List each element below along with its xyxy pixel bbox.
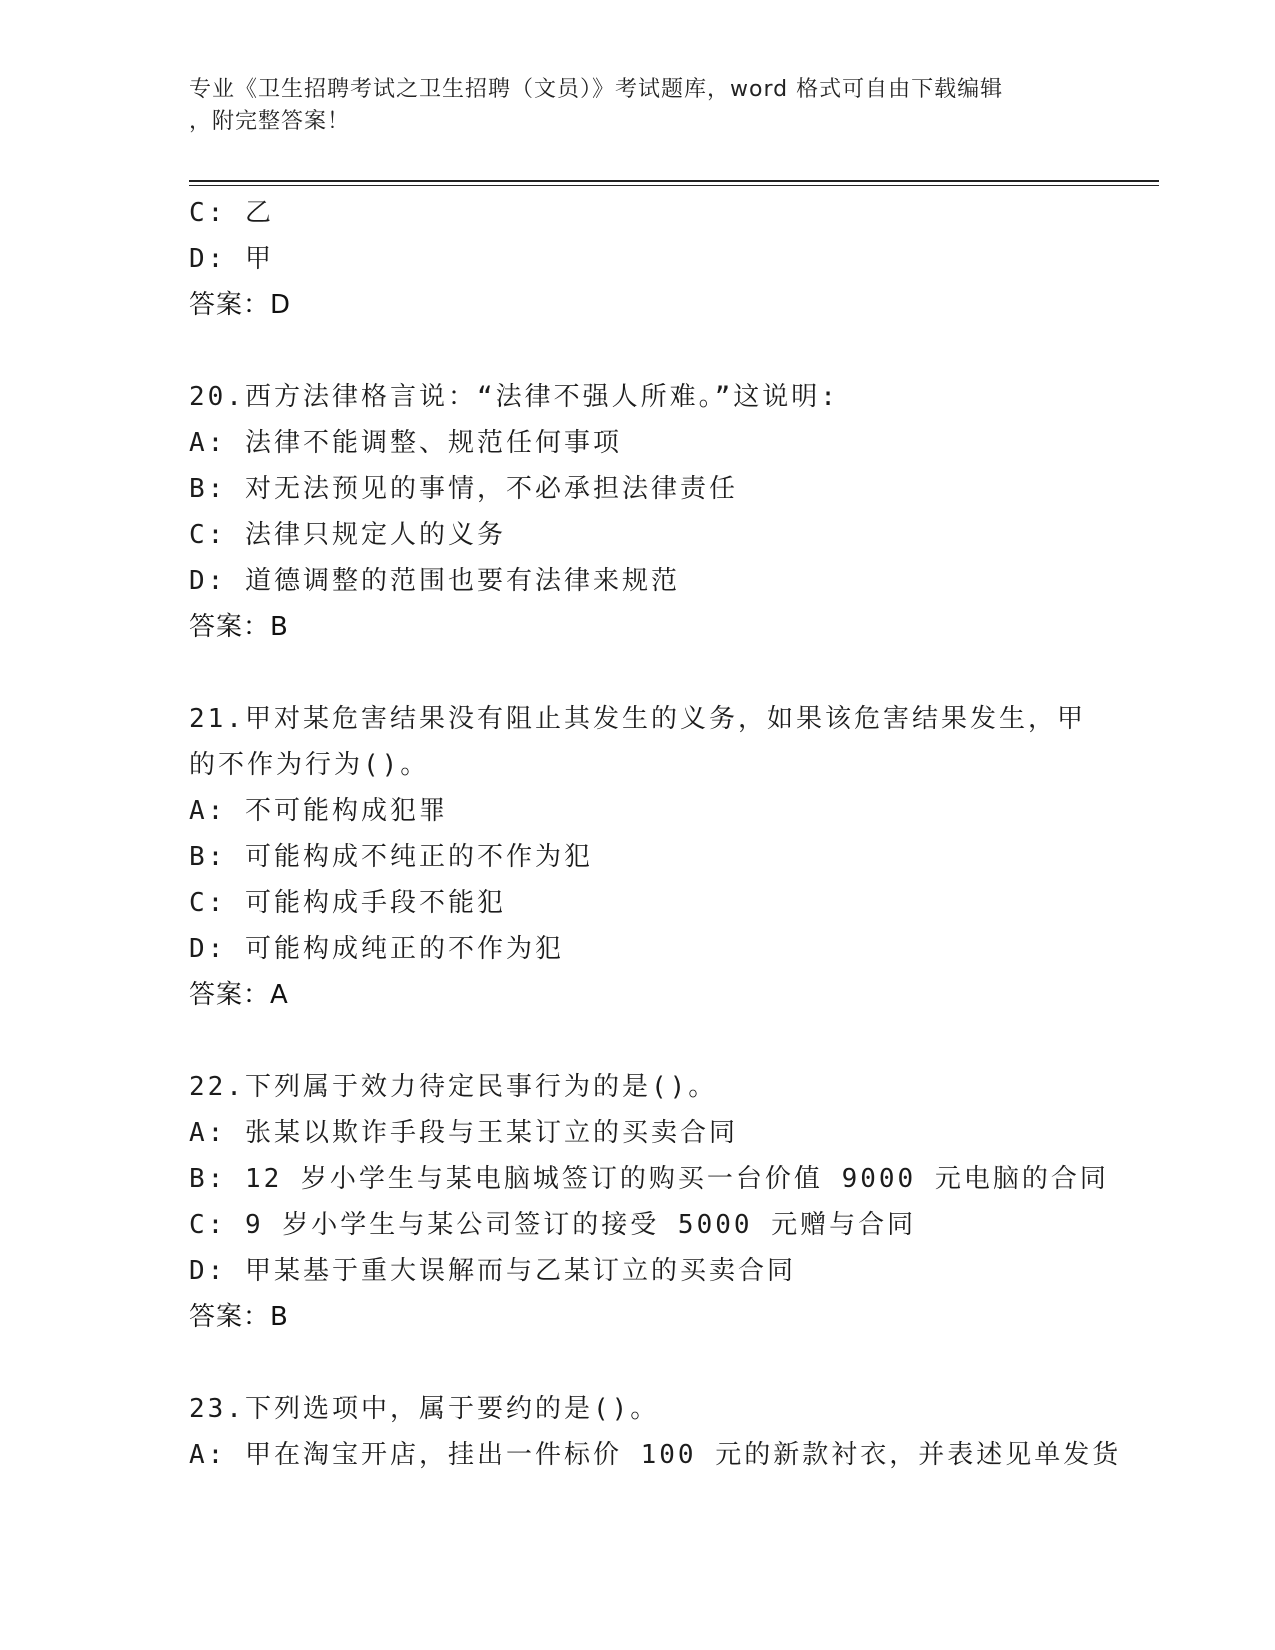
- option-c: C: 可能构成手段不能犯: [189, 888, 506, 918]
- header-title-line-1: 专业《卫生招聘考试之卫生招聘（文员）》考试题库，word 格式可自由下载编辑: [189, 77, 1004, 102]
- question-stem: 22.下列属于效力待定民事行为的是()。: [189, 1072, 718, 1102]
- question-stem-line-2: 的不作为行为()。: [189, 750, 430, 780]
- question-22: [189, 1064, 1149, 1340]
- option-d: D: 甲: [189, 244, 274, 274]
- question-stem: 23.下列选项中，属于要约的是()。: [189, 1394, 660, 1424]
- question-stem: 20.西方法律格言说：“法律不强人所难。”这说明:: [189, 382, 839, 412]
- question-21: [189, 696, 1149, 1018]
- option-d: D: 道德调整的范围也要有法律来规范: [189, 566, 680, 596]
- answer-line: 答案：D: [189, 290, 292, 320]
- question-20: [189, 374, 1149, 650]
- option-a: A: 甲在淘宝开店，挂出一件标价 100 元的新款衬衣，并表述见单发货: [189, 1440, 1122, 1470]
- option-d: D: 甲某基于重大误解而与乙某订立的买卖合同: [189, 1256, 796, 1286]
- option-b: B: 可能构成不纯正的不作为犯: [189, 842, 593, 872]
- option-c: C: 9 岁小学生与某公司签订的接受 5000 元赠与合同: [189, 1210, 917, 1240]
- document-header: [189, 74, 1079, 138]
- spacer: [189, 1340, 1149, 1386]
- option-d: D: 可能构成纯正的不作为犯: [189, 934, 564, 964]
- question-23: [189, 1386, 1149, 1478]
- option-c: C: 法律只规定人的义务: [189, 520, 506, 550]
- header-divider-thin: [189, 185, 1159, 186]
- answer-line: 答案：B: [189, 1302, 289, 1332]
- option-a: A: 法律不能调整、规范任何事项: [189, 428, 622, 458]
- option-a: A: 不可能构成犯罪: [189, 796, 448, 826]
- option-b: B: 对无法预见的事情，不必承担法律责任: [189, 474, 738, 504]
- answer-line: 答案：A: [189, 980, 289, 1010]
- question-19-tail: [189, 190, 1149, 328]
- answer-line: 答案：B: [189, 612, 289, 642]
- spacer: [189, 328, 1149, 374]
- option-a: A: 张某以欺诈手段与王某订立的买卖合同: [189, 1118, 738, 1148]
- header-divider-thick: [189, 180, 1159, 182]
- spacer: [189, 1018, 1149, 1064]
- header-title-line-2: ，附完整答案！: [189, 109, 351, 134]
- option-b: B: 12 岁小学生与某电脑城签订的购买一台价值 9000 元电脑的合同: [189, 1164, 1109, 1194]
- question-list: [189, 190, 1149, 1478]
- question-stem-line-1: 21.甲对某危害结果没有阻止其发生的义务，如果该危害结果发生，甲: [189, 704, 1086, 734]
- spacer: [189, 650, 1149, 696]
- option-c: C: 乙: [189, 198, 274, 228]
